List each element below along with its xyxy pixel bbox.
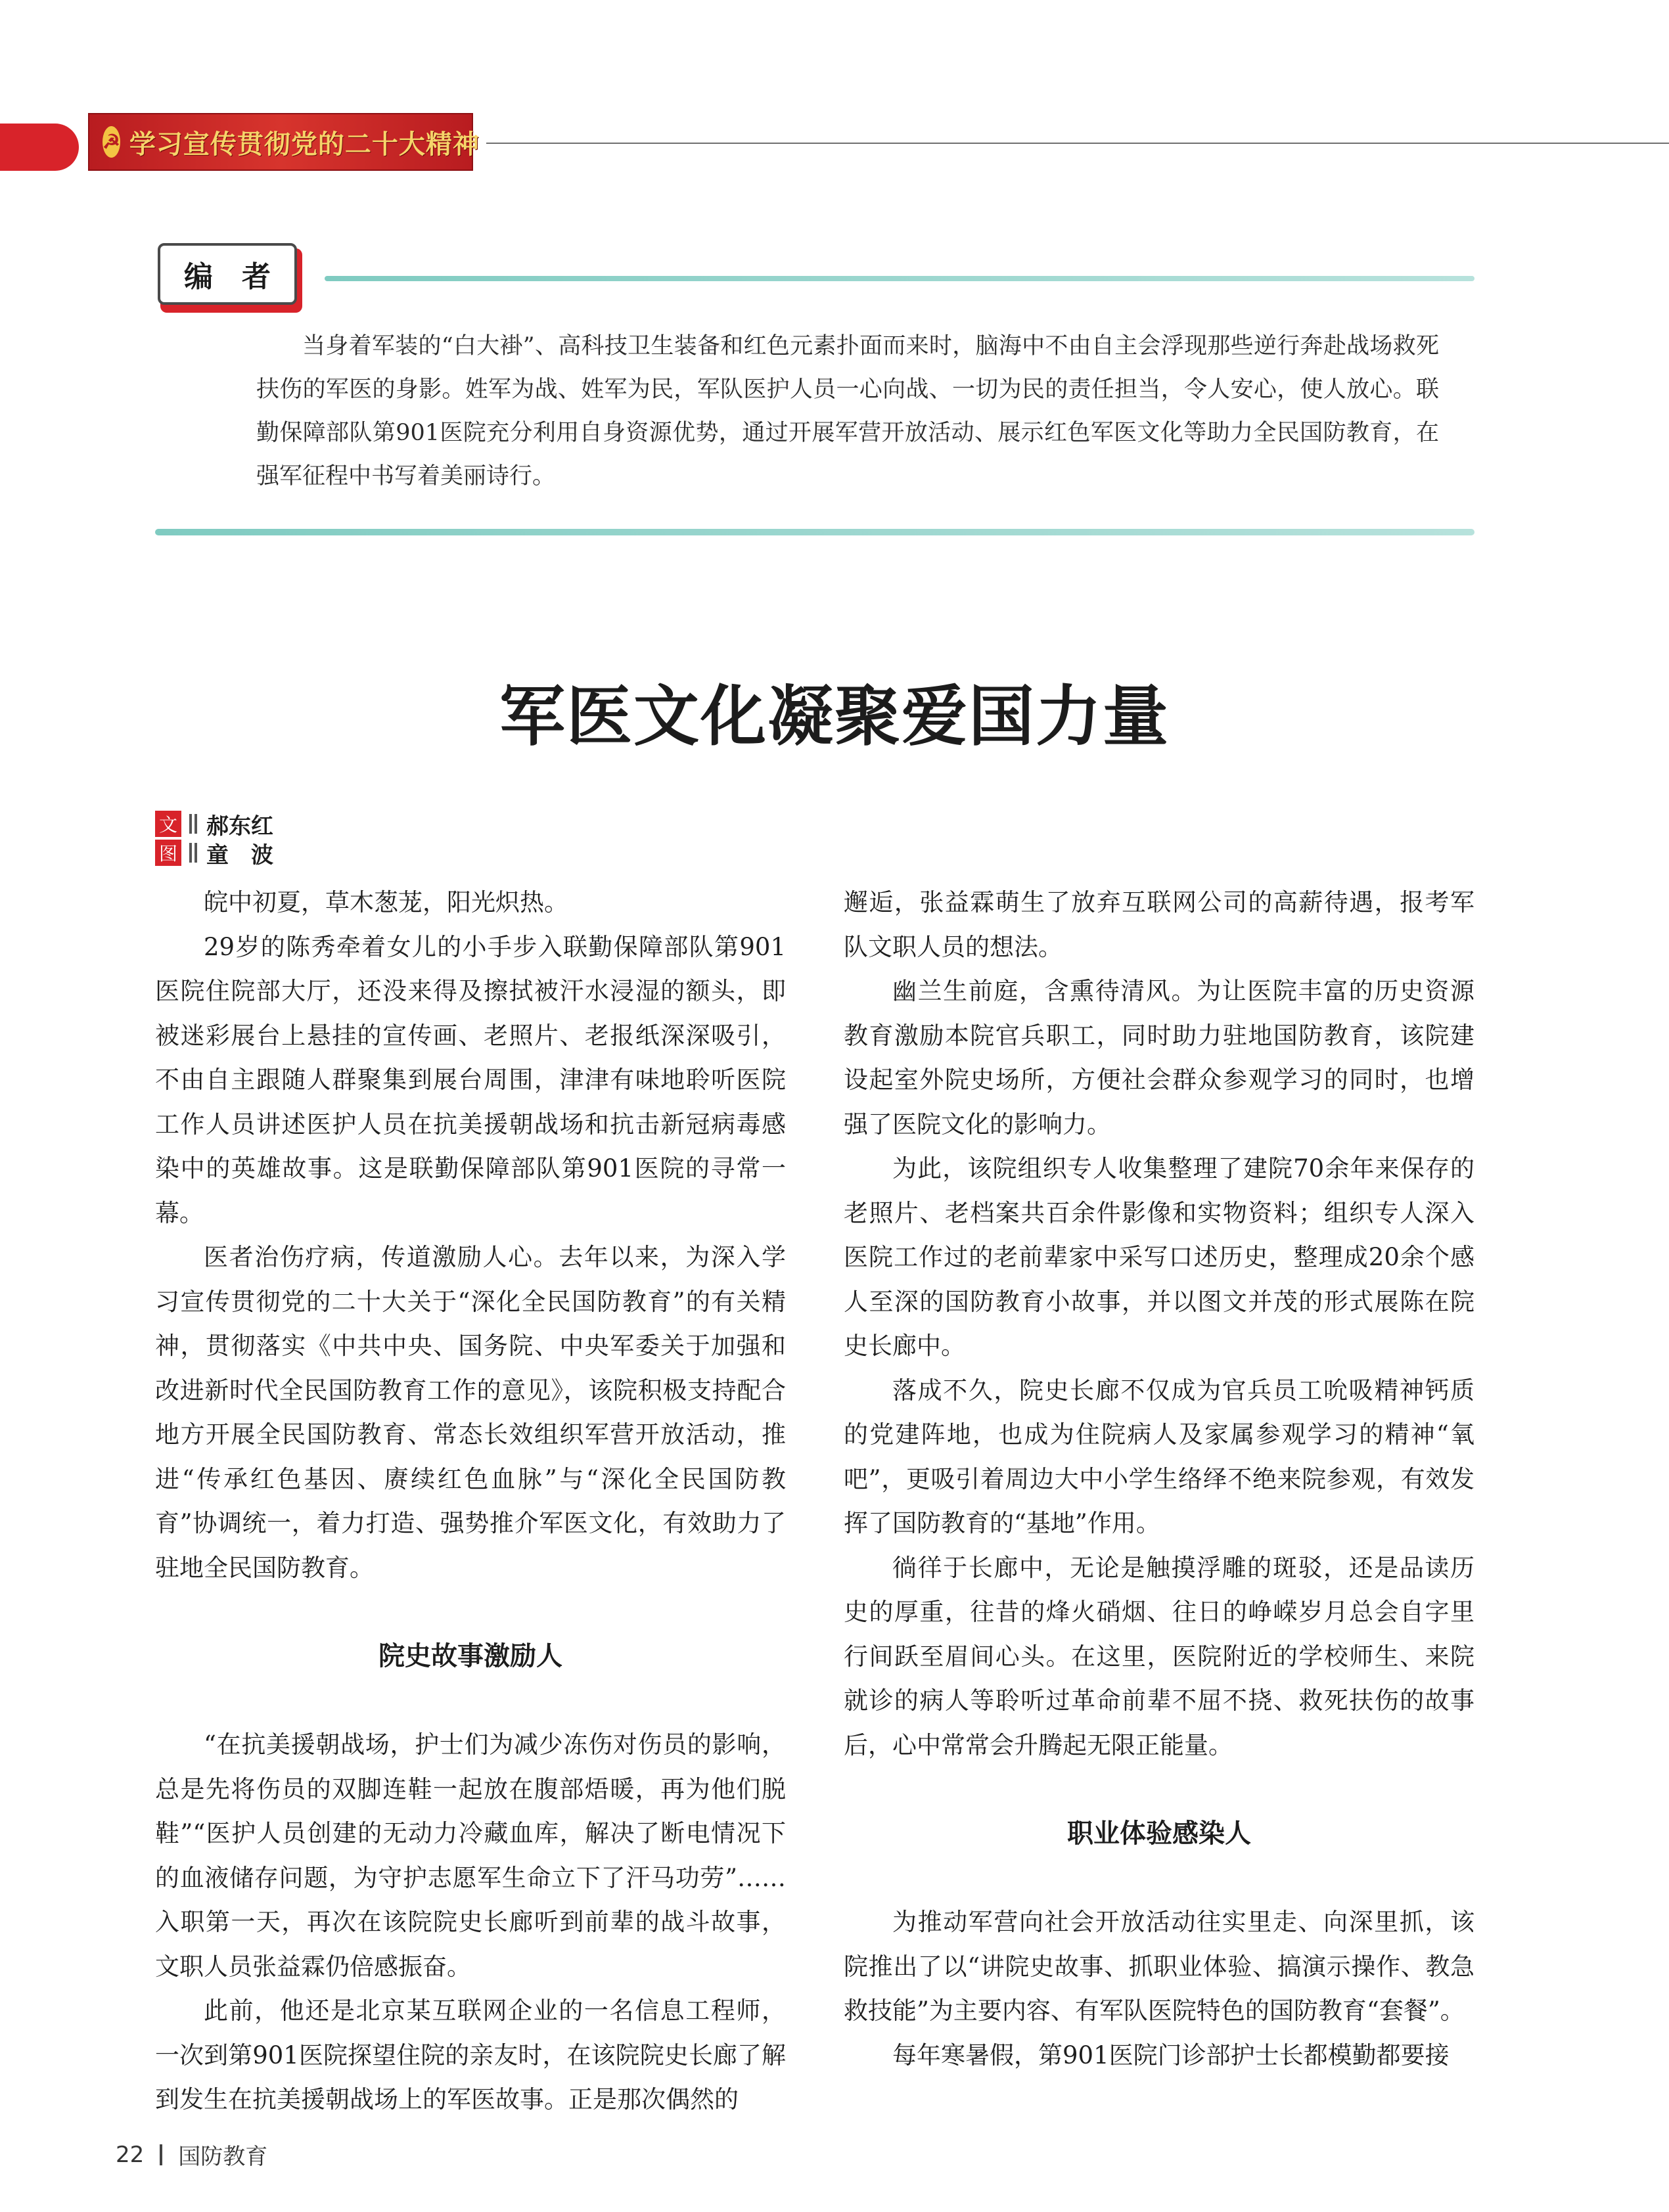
byline-tag-text: 文 [155,811,181,837]
paragraph: “在抗美援朝战场，护士们为减少冻伤对伤员的影响，总是先将伤员的双脚连鞋一起放在腹部焐暖，再为他们脱鞋”“医护人员创建的无动力冷藏血库，解决了断电情况下的血液储存问题，为守护志愿军生命立下了汗马功劳”……入职第一天，再次在该院院史长廊听到前辈的战斗故事，文职人员张益霖仍倍感振奋。 [155,1730,786,1981]
section-banner-title: 学习宣传贯彻党的二十大精神 [129,128,480,160]
header-rule [486,143,1669,144]
footer-separator [160,2144,162,2165]
section-heading: 院史故事激励人 [378,1641,562,1671]
byline-photographer [155,838,273,867]
editor-label-char-1: 编 [184,260,213,294]
section-heading: 职业体验感染人 [1067,1818,1251,1849]
page-footer [116,2138,267,2171]
byline-author [155,809,273,838]
editor-divider-bottom [155,529,1475,535]
article-column-right [844,880,1475,2077]
paragraph: 幽兰生前庭，含熏待清风。为让医院丰富的历史资源教育激励本院官兵职工，同时助力驻地国防教育，该院建设起室外院史场所，方便社会群众参观学习的同时，也增强了医院文化的影响力。 [844,977,1475,1139]
byline-photographer-name: 童 波 [206,842,273,869]
paragraph: 皖中初夏，草木葱茏，阳光炽热。 [204,888,568,916]
paragraph: 此前，他还是北京某互联网企业的一名信息工程师，一次到第901医院探望住院的亲友时，在该院院史长廊了解到发生在抗美援朝战场上的军医故事。正是那次偶然的 [155,1997,786,2113]
paragraph: 徜徉于长廊中，无论是触摸浮雕的斑驳，还是品读历史的厚重，往昔的烽火硝烟、往日的峥嵘岁月总会自字里行间跃至眉间心头。在这里，医院附近的学校师生、来院就诊的病人等聆听过革命前辈不屈不挠、救死扶伤的故事后，心中常常会升腾起无限正能量。 [844,1553,1475,1759]
section-banner [88,113,480,171]
paragraph-continued: 邂逅，张益霖萌生了放弃互联网公司的高薪待遇，报考军队文职人员的想法。 [844,888,1475,961]
party-emblem-icon: ☭ [103,126,120,158]
page-number: 22 [116,2141,145,2168]
paragraph: 医者治伤疗病，传道激励人心。去年以来，为深入学习宣传贯彻党的二十大关于“深化全民国防教育”的有关精神，贯彻落实《中共中央、国务院、中央军委关于加强和改进新时代全民国防教育工作的意见》，该院积极支持配合地方开展全民国防教育、常态长效组织军营开放活动，推进“传承红色基因、赓续红色血脉”与“深化全民国防教育”协调统一，着力打造、强势推介军医文化，有效助力了驻地全民国防教育。 [155,1243,786,1582]
byline-author-name: 郝东红 [206,813,273,840]
editor-divider-top [325,276,1475,281]
article-title: 军医文化凝聚爱国力量 [499,678,1170,755]
paragraph: 为推动军营向社会开放活动往实里走、向深里抓，该院推出了以“讲院史故事、抓职业体验、搞演示操作、教急救技能”为主要内容、有军队医院特色的国防教育“套餐”。 [844,1908,1475,2025]
editor-note-text: 当身着军装的“白大褂”、高科技卫生装备和红色元素扑面而来时，脑海中不由自主会浮现那些逆行奔赴战场救死扶伤的军医的身影。姓军为战、姓军为民，军队医护人员一心向战、一切为民的责任担当，令人安心，使人放心。联勤保障部队第901医院充分利用自身资源优势，通过开展军营开放活动、展示红色军医文化等助力全民国防教育，在强军征程中书写着美丽诗行。 [256,333,1439,489]
byline [155,809,273,867]
editor-label [158,243,302,313]
publication-name: 国防教育 [178,2144,268,2170]
byline-tag-photo: 图 [155,840,181,866]
paragraph: 落成不久，院史长廊不仅成为官兵员工吮吸精神钙质的党建阵地，也成为住院病人及家属参观学习的精神“氧吧”，更吸引着周边大中小学生络绎不绝来院参观，有效发挥了国防教育的“基地”作用。 [844,1376,1475,1537]
article-column-left [155,880,786,2122]
paragraph: 29岁的陈秀牵着女儿的小手步入联勤保障部队第901医院住院部大厅，还没来得及擦拭被汗水浸湿的额头，即被迷彩展台上悬挂的宣传画、老照片、老报纸深深吸引，不由自主跟随人群聚集到展台周围，津津有味地聆听医院工作人员讲述医护人员在抗美援朝战场和抗击新冠病毒感染中的英雄故事。这是联勤保障部队第901医院的寻常一幕。 [155,932,786,1227]
header-red-tab [0,124,79,171]
paragraph: 每年寒暑假，第901医院门诊部护士长都模勤都要接 [892,2041,1450,2069]
paragraph: 为此，该院组织专人收集整理了建院70余年来保存的老照片、老档案共百余件影像和实物资料；组织专人深入医院工作过的老前辈家中采写口述历史，整理成20余个感人至深的国防教育小故事，并以图文并茂的形式展陈在院史长廊中。 [844,1154,1475,1360]
editor-label-char-2: 者 [242,260,271,294]
